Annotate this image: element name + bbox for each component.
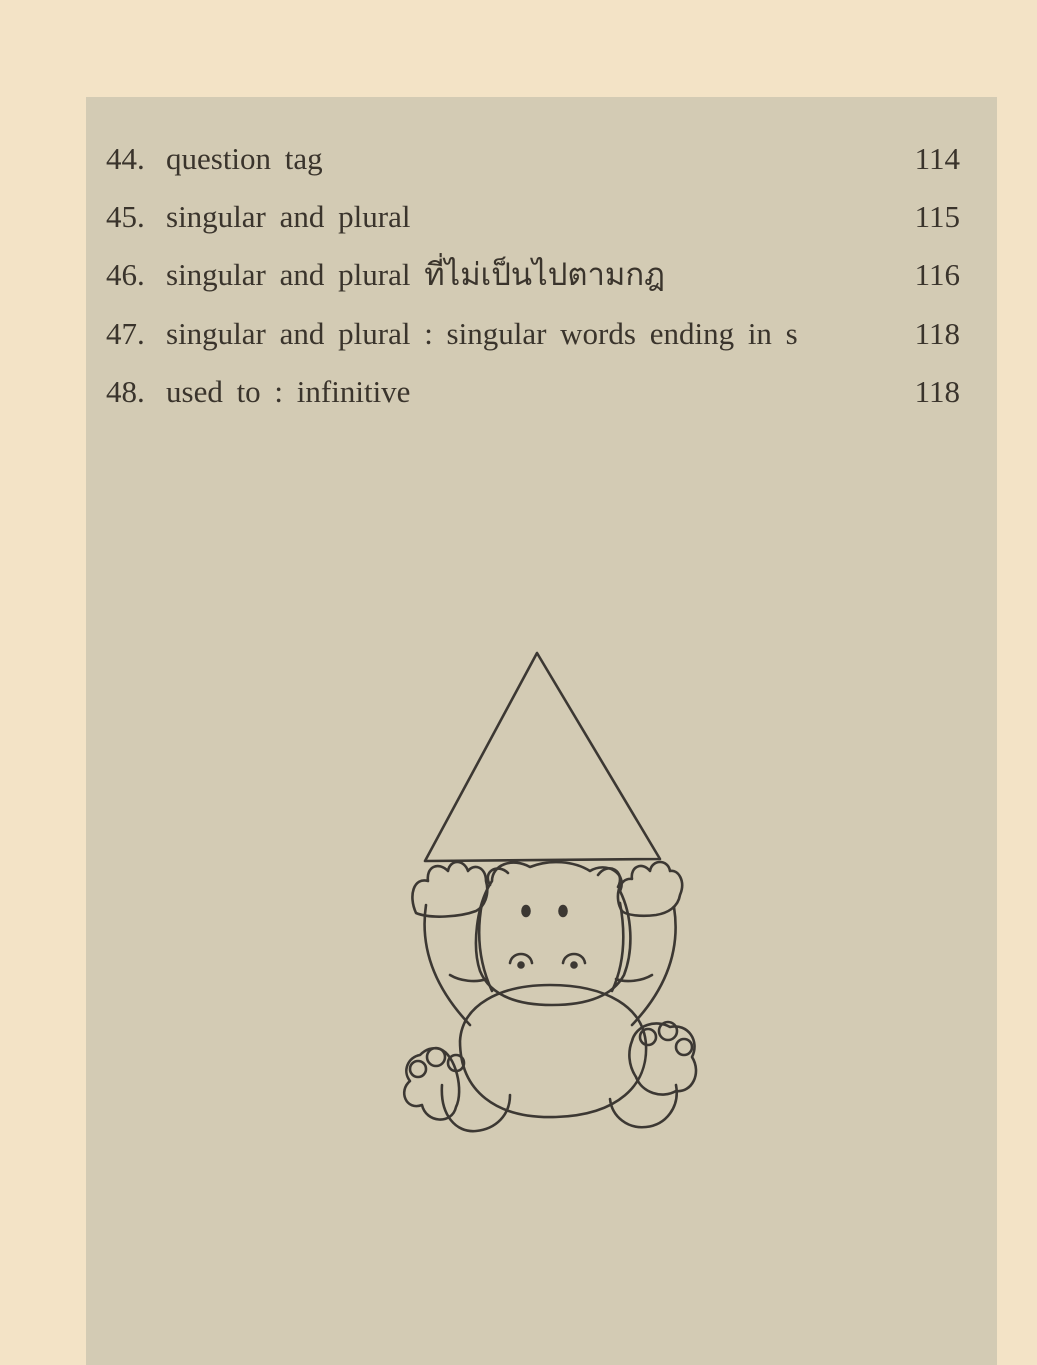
- hippo-right-leg: [610, 1085, 677, 1127]
- hippo-right-ear: [598, 868, 620, 887]
- hippo-head: [476, 862, 630, 1005]
- cartoon-hippo-holding-triangle-icon: [380, 645, 710, 1165]
- toc-entry-page: 116: [914, 257, 960, 292]
- toc-entry-number: 47.: [106, 316, 145, 351]
- hippo-right-arm: [612, 903, 676, 1025]
- hippo-right-eye: [560, 906, 567, 916]
- hippo-left-toe: [427, 1048, 445, 1066]
- toc-entry-46: [106, 253, 960, 297]
- hippo-right-nostril-dot: [572, 963, 577, 968]
- toc-entry-number: 46.: [106, 257, 145, 292]
- toc-entry-title: singular and plural : singular words ending in s: [166, 316, 798, 351]
- toc-entry-number: 48.: [106, 374, 145, 409]
- toc-entry-44: [106, 137, 960, 181]
- toc-entry-48: [106, 370, 960, 414]
- toc-entry-45: [106, 195, 960, 239]
- triangle-icon: [425, 653, 660, 861]
- toc-entry-page: 114: [914, 141, 960, 176]
- toc-entry-page: 118: [914, 316, 960, 351]
- hippo-left-toe: [410, 1061, 426, 1077]
- hippo-left-eye: [523, 906, 530, 916]
- hippo-left-arm: [425, 903, 492, 1025]
- toc-entry-number: 45.: [106, 199, 145, 234]
- hippo-left-nostril-dot: [519, 963, 524, 968]
- toc-entry-47: [106, 312, 960, 356]
- toc-entry-title: used to : infinitive: [166, 374, 411, 409]
- hippo-right-toe: [640, 1029, 656, 1045]
- toc-entry-number: 44.: [106, 141, 145, 176]
- hippo-left-foot: [404, 1048, 459, 1119]
- toc-entry-page: 118: [914, 374, 960, 409]
- toc-entry-title: singular and plural ที่ไม่เป็นไปตามกฎ: [166, 257, 665, 292]
- toc-entry-title: singular and plural: [166, 199, 411, 234]
- toc-entry-title: question tag: [166, 141, 323, 176]
- toc-entry-page: 115: [914, 199, 960, 234]
- hippo-left-fist: [412, 862, 487, 917]
- hippo-right-toe: [676, 1039, 692, 1055]
- hippo-left-elbow: [450, 975, 486, 981]
